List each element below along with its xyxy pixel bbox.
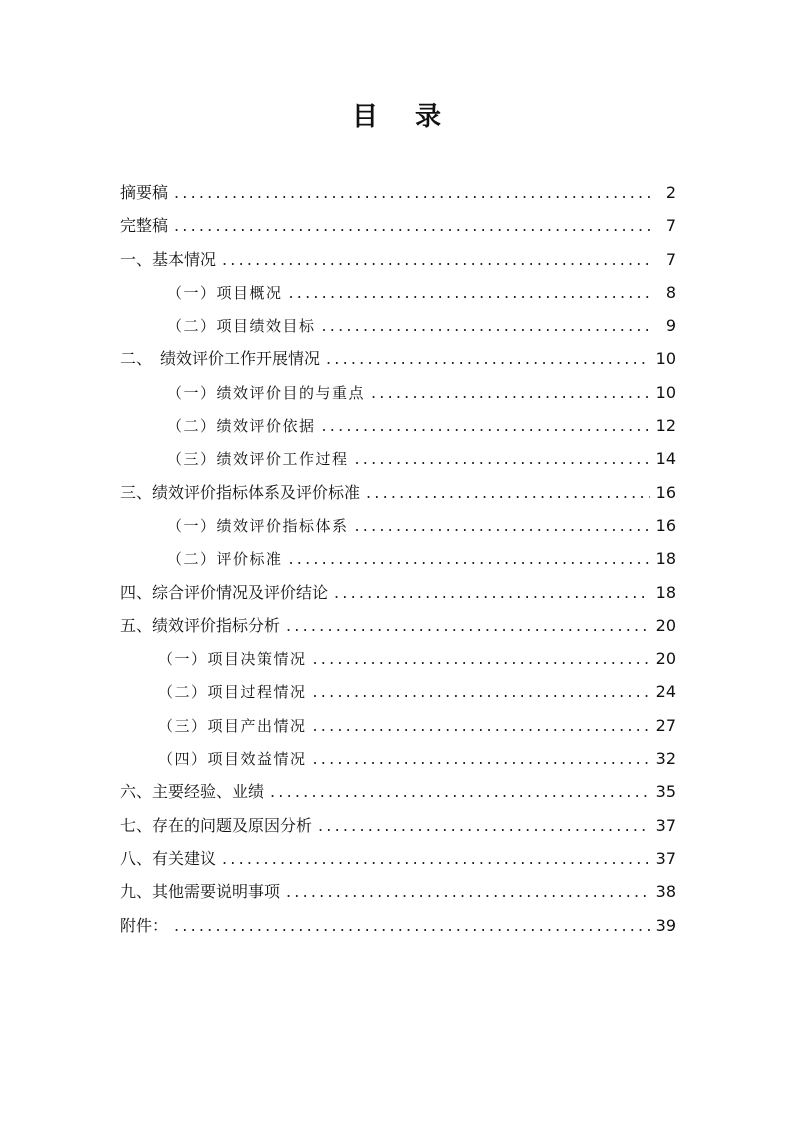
toc-subentry[interactable] [120,642,676,675]
toc-entry-label: （二）评价标准 [167,550,283,569]
toc-leader-dots [286,609,650,642]
toc-entry-label: （二）项目过程情况 [158,683,307,702]
toc-entry[interactable] [120,209,676,242]
toc-entry-label: 九、其他需要说明事项 [120,882,281,902]
toc-entry-label: （二）绩效评价依据 [167,417,316,436]
toc-leader-dots [322,409,650,442]
toc-entry-page: 20 [655,615,676,635]
toc-entry-label: （三）绩效评价工作过程 [167,450,349,469]
toc-entry-page: 8 [665,282,676,302]
toc-leader-dots [174,209,650,242]
toc-subentry[interactable] [120,509,676,542]
toc-entry-page: 16 [655,482,676,502]
toc-subentry[interactable] [120,709,676,742]
toc-entry[interactable] [120,576,676,609]
toc-subentry[interactable] [120,276,676,309]
toc-entry-page: 12 [655,416,676,436]
toc-entry-page: 7 [665,249,676,269]
toc-entry-label: （一）项目概况 [167,283,283,302]
toc-entry[interactable] [120,342,676,375]
table-of-contents [120,176,676,942]
toc-subentry[interactable] [120,675,676,708]
toc-leader-dots [371,376,650,409]
toc-subentry[interactable] [120,376,676,409]
toc-entry-label: （三）项目产出情况 [158,716,307,735]
toc-entry-page: 18 [655,582,676,602]
toc-entry-page: 27 [655,715,676,735]
toc-leader-dots [313,709,650,742]
toc-entry-page: 37 [655,815,676,835]
toc-entry-page: 7 [665,216,676,236]
toc-leader-dots [318,809,650,842]
toc-entry[interactable] [120,243,676,276]
toc-entry[interactable] [120,476,676,509]
toc-entry-label: 七、存在的问题及原因分析 [120,815,313,835]
toc-entry[interactable] [120,176,676,209]
toc-entry-label: 完整稿 [120,216,169,236]
toc-entry-page: 20 [655,649,676,669]
toc-entry-label: 三、绩效评价指标体系及评价标准 [120,482,361,502]
toc-leader-dots [322,309,650,342]
toc-entry-label: 五、绩效评价指标分析 [120,615,281,635]
toc-entry-label: （二）项目绩效目标 [167,317,316,336]
toc-entry[interactable] [120,909,676,942]
toc-leader-dots [270,775,650,808]
toc-entry[interactable] [120,609,676,642]
toc-entry-page: 37 [655,848,676,868]
toc-subentry[interactable] [120,409,676,442]
toc-entry-page: 10 [655,382,676,402]
toc-entry[interactable] [120,775,676,808]
toc-subentry[interactable] [120,742,676,775]
toc-entry-page: 16 [655,515,676,535]
toc-entry[interactable] [120,875,676,908]
toc-leader-dots [326,342,650,375]
toc-leader-dots [222,243,650,276]
toc-entry-page: 10 [655,349,676,369]
toc-leader-dots [355,509,650,542]
toc-leader-dots [313,742,650,775]
toc-subentry[interactable] [120,442,676,475]
toc-subentry[interactable] [120,542,676,575]
toc-leader-dots [289,276,650,309]
page-title: 目 录 [351,102,456,132]
toc-leader-dots [174,909,650,942]
toc-leader-dots [222,842,650,875]
toc-entry-page: 14 [655,449,676,469]
toc-entry[interactable] [120,842,676,875]
toc-entry-page: 35 [655,782,676,802]
toc-entry-label: （一）绩效评价指标体系 [167,516,349,535]
toc-entry-page: 2 [665,183,676,202]
toc-leader-dots [286,875,650,908]
toc-leader-dots [289,542,650,575]
toc-leader-dots [174,176,650,209]
toc-entry-page: 39 [655,915,676,935]
toc-entry-label: 四、综合评价情况及评价结论 [120,582,329,602]
toc-entry-label: 二、 绩效评价工作开展情况 [120,349,321,369]
toc-entry-page: 32 [655,749,676,769]
toc-leader-dots [334,576,650,609]
toc-entry-label: 一、基本情况 [120,249,217,269]
toc-leader-dots [313,642,650,675]
toc-entry-page: 9 [665,316,676,336]
toc-leader-dots [355,442,650,475]
toc-entry-label: （四）项目效益情况 [158,750,307,769]
toc-leader-dots [366,476,650,509]
toc-entry-label: 八、有关建议 [120,848,217,868]
toc-entry-label: （一）项目决策情况 [158,650,307,669]
toc-entry-label: 六、主要经验、业绩 [120,782,265,802]
toc-leader-dots [313,675,650,708]
toc-entry-page: 38 [655,882,676,902]
toc-subentry[interactable] [120,309,676,342]
toc-entry-label: 摘要稿 [120,183,169,202]
toc-entry-page: 18 [655,549,676,569]
toc-entry[interactable] [120,809,676,842]
toc-entry-page: 24 [655,682,676,702]
toc-entry-label: 附件： [120,915,169,935]
toc-entry-label: （一）绩效评价目的与重点 [167,383,366,402]
